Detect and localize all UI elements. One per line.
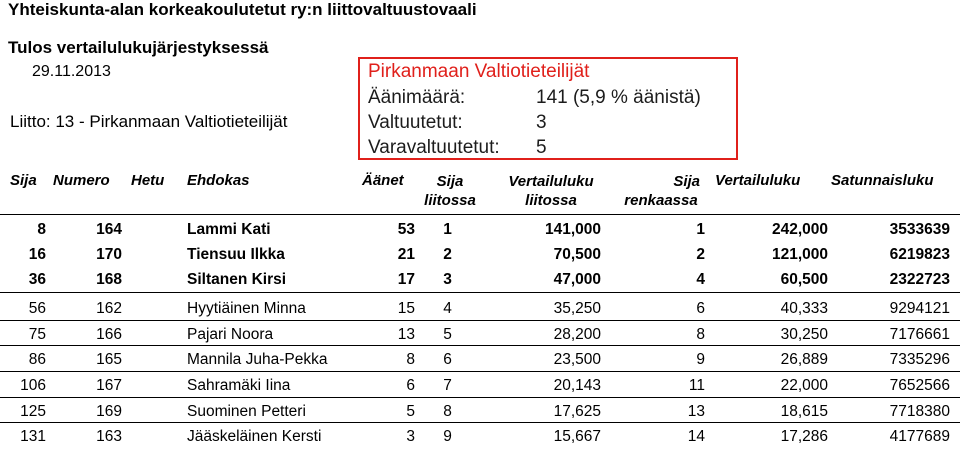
cell-ehdokas: Hyytiäinen Minna — [187, 300, 306, 317]
report-date: 29.11.2013 — [32, 63, 111, 80]
cell-numero: 163 — [96, 428, 122, 445]
cell-vertailuluku: 40,333 — [780, 300, 828, 317]
cell-sija-liitossa: 3 — [443, 271, 452, 288]
table-row — [0, 372, 960, 398]
cell-aanet: 15 — [397, 300, 415, 317]
cell-aanet: 53 — [397, 221, 415, 238]
cell-vertailuluku: 30,250 — [780, 326, 828, 343]
cell-sija-renkaassa: 14 — [687, 428, 705, 445]
cell-sija: 106 — [20, 377, 46, 394]
cell-vl-liitossa: 47,000 — [553, 271, 601, 288]
col-header-vertailuluku: Vertailuluku — [715, 172, 801, 189]
cell-numero: 165 — [96, 351, 122, 368]
cell-sija-renkaassa: 11 — [688, 377, 705, 394]
cell-satunnaisluku: 7718380 — [889, 403, 950, 420]
votes-label: Äänimäärä: — [368, 87, 466, 108]
cell-vl-liitossa: 17,625 — [553, 403, 601, 420]
table-row — [0, 346, 960, 372]
col-header-sija-liitossa-line1: Sija — [436, 173, 464, 190]
table-row — [0, 266, 960, 292]
cell-vertailuluku: 121,000 — [771, 246, 828, 263]
cell-ehdokas: Tiensuu Ilkka — [187, 246, 285, 263]
table-row — [0, 398, 960, 424]
col-header-aanet: Äänet — [362, 172, 404, 189]
cell-sija: 16 — [28, 246, 46, 263]
cell-vertailuluku: 17,286 — [780, 428, 828, 445]
cell-aanet: 5 — [406, 403, 415, 420]
cell-vertailuluku: 26,889 — [780, 351, 828, 368]
cell-satunnaisluku: 3533639 — [889, 221, 950, 238]
cell-vl-liitossa: 23,500 — [553, 351, 601, 368]
cell-satunnaisluku: 2322723 — [889, 271, 950, 288]
cell-sija-liitossa: 1 — [443, 221, 452, 238]
cell-sija: 8 — [37, 221, 46, 238]
cell-numero: 167 — [96, 377, 122, 394]
cell-sija-liitossa: 9 — [443, 428, 452, 445]
cell-vl-liitossa: 20,143 — [553, 377, 601, 394]
col-header-sija: Sija — [10, 172, 37, 189]
cell-vertailuluku: 18,615 — [780, 403, 828, 420]
cell-aanet: 13 — [397, 326, 415, 343]
councilors-label: Valtuutetut: — [368, 112, 463, 133]
deputies-value: 5 — [536, 137, 547, 158]
cell-sija-renkaassa: 2 — [696, 246, 705, 263]
cell-sija-liitossa: 4 — [443, 300, 452, 317]
cell-sija-renkaassa: 1 — [696, 221, 705, 238]
cell-satunnaisluku: 7335296 — [889, 351, 950, 368]
info-box-title: Pirkanmaan Valtiotieteilijät — [368, 61, 590, 82]
cell-sija-renkaassa: 9 — [696, 351, 705, 368]
cell-ehdokas: Mannila Juha-Pekka — [187, 351, 328, 368]
cell-aanet: 6 — [406, 377, 415, 394]
cell-ehdokas: Siltanen Kirsi — [187, 271, 287, 288]
cell-sija: 56 — [28, 300, 46, 317]
cell-satunnaisluku: 6219823 — [889, 246, 950, 263]
cell-sija-renkaassa: 6 — [696, 300, 705, 317]
cell-vl-liitossa: 28,200 — [553, 326, 601, 343]
cell-numero: 164 — [96, 221, 122, 238]
table-row — [0, 216, 960, 242]
cell-sija: 86 — [28, 351, 46, 368]
cell-vl-liitossa: 15,667 — [553, 428, 601, 445]
col-header-hetu: Hetu — [131, 172, 165, 189]
cell-sija: 36 — [28, 271, 46, 288]
cell-numero: 169 — [96, 403, 122, 420]
elected-group-divider — [0, 292, 960, 293]
cell-sija-liitossa: 7 — [443, 377, 452, 394]
cell-sija-liitossa: 5 — [443, 326, 452, 343]
cell-satunnaisluku: 7176661 — [889, 326, 950, 343]
table-row — [0, 241, 960, 267]
cell-ehdokas: Suominen Petteri — [187, 403, 306, 420]
cell-satunnaisluku: 7652566 — [889, 377, 950, 394]
cell-sija-liitossa: 6 — [443, 351, 452, 368]
cell-ehdokas: Lammi Kati — [187, 221, 271, 238]
cell-ehdokas: Jääskeläinen Kersti — [187, 428, 322, 445]
cell-aanet: 17 — [397, 271, 415, 288]
col-header-numero: Numero — [53, 172, 110, 189]
councilors-value: 3 — [536, 112, 547, 133]
cell-sija: 125 — [20, 403, 46, 420]
union-info-box — [358, 57, 738, 160]
table-row — [0, 321, 960, 347]
cell-aanet: 8 — [406, 351, 415, 368]
col-header-ehdokas: Ehdokas — [187, 172, 250, 189]
cell-satunnaisluku: 4177689 — [889, 428, 950, 445]
report-subtitle: Tulos vertailulukujärjestyksessä — [8, 38, 269, 57]
cell-sija: 75 — [28, 326, 46, 343]
col-header-sija-renkaassa-line2: renkaassa — [624, 192, 698, 209]
cell-vertailuluku: 22,000 — [780, 377, 828, 394]
col-header-sija-liitossa — [420, 172, 480, 210]
cell-sija: 131 — [20, 428, 46, 445]
cell-sija-renkaassa: 4 — [696, 271, 705, 288]
cell-vertailuluku: 60,500 — [780, 271, 828, 288]
col-header-vertailuluku-liitossa — [496, 172, 606, 210]
table-row — [0, 295, 960, 321]
cell-sija-liitossa: 2 — [443, 246, 452, 263]
union-label: Liitto: 13 - Pirkanmaan Valtiotieteilijät — [10, 112, 288, 131]
cell-vl-liitossa: 35,250 — [553, 300, 601, 317]
cell-sija-liitossa: 8 — [443, 403, 452, 420]
cell-sija-renkaassa: 13 — [687, 403, 705, 420]
cell-vl-liitossa: 70,500 — [553, 246, 601, 263]
cell-numero: 166 — [96, 326, 122, 343]
cell-numero: 162 — [96, 300, 122, 317]
col-header-satunnaisluku: Satunnaisluku — [831, 172, 934, 189]
col-header-vertailuluku-liitossa-line1: Vertailuluku — [508, 173, 594, 190]
cell-aanet: 21 — [397, 246, 415, 263]
deputies-label: Varavaltuutetut: — [368, 137, 500, 158]
cell-vl-liitossa: 141,000 — [544, 221, 601, 238]
cell-sija-renkaassa: 8 — [696, 326, 705, 343]
col-header-vertailuluku-liitossa-line2: liitossa — [525, 192, 577, 209]
cell-vertailuluku: 242,000 — [771, 221, 828, 238]
cell-numero: 168 — [96, 271, 122, 288]
col-header-sija-renkaassa — [616, 172, 706, 210]
table-row — [0, 423, 960, 449]
col-header-sija-renkaassa-line1: Sija — [673, 173, 700, 190]
col-header-sija-liitossa-line2: liitossa — [424, 192, 476, 209]
cell-numero: 170 — [96, 246, 122, 263]
cell-ehdokas: Pajari Noora — [187, 326, 274, 343]
cell-satunnaisluku: 9294121 — [889, 300, 950, 317]
table-header-divider — [0, 214, 960, 215]
votes-value: 141 (5,9 % äänistä) — [536, 87, 701, 108]
cell-ehdokas: Sahramäki Iina — [187, 377, 291, 394]
organization-title: Yhteiskunta-alan korkeakoulutetut ry:n liittovaltuustovaali — [8, 0, 477, 19]
cell-aanet: 3 — [406, 428, 415, 445]
